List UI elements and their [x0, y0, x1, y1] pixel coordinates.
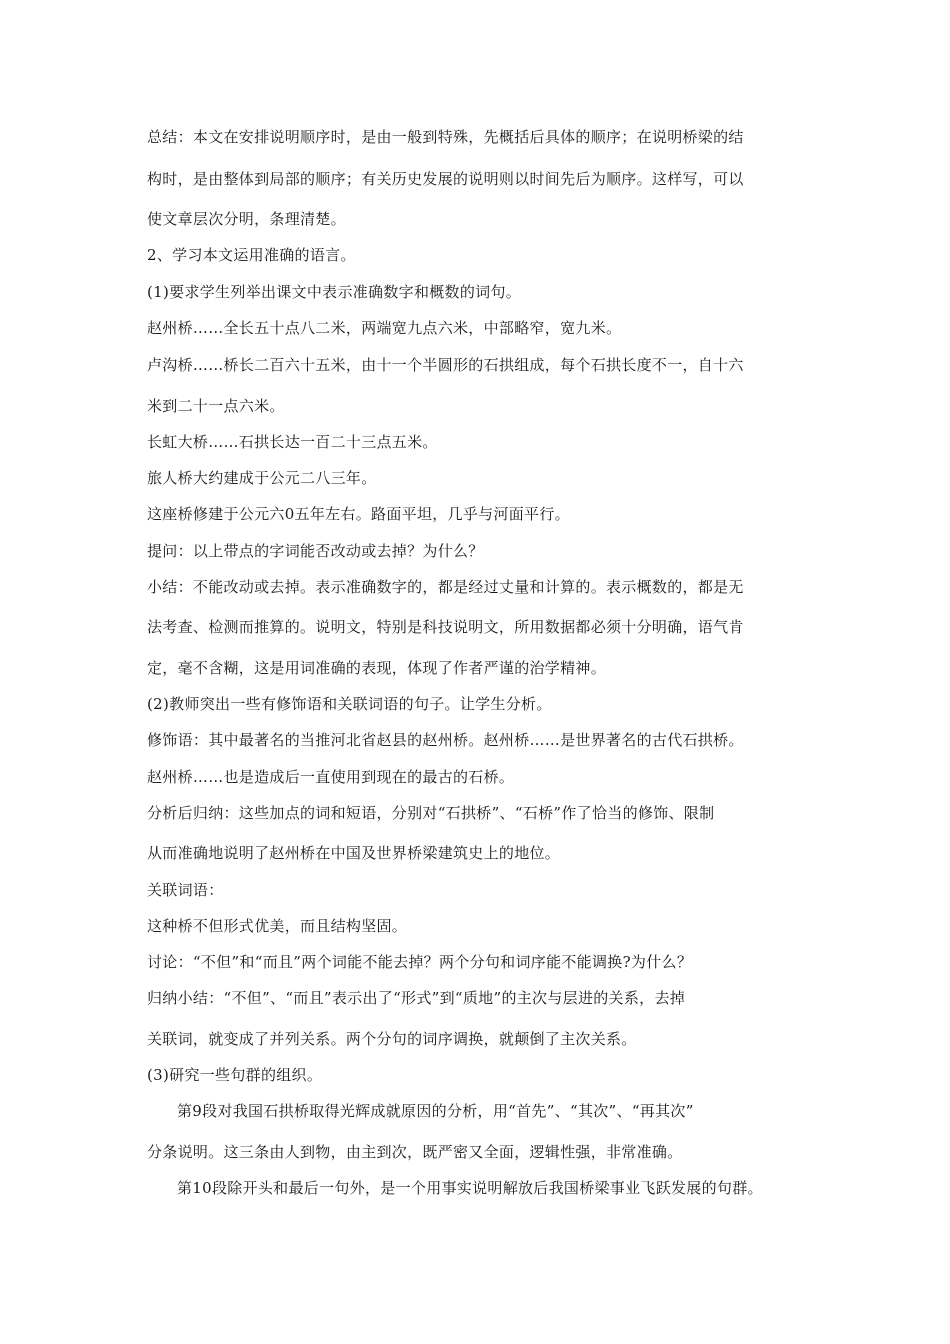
text-line: 定，毫不含糊，这是用词准确的表现，体现了作者严谨的治学精神。 [147, 659, 607, 677]
text-line: 归纳小结：“不但”、“而且”表示出了“形式”到“质地”的主次与层进的关系，去掉 [147, 989, 686, 1007]
text-line: 旅人桥大约建成于公元二八三年。 [147, 469, 377, 487]
text-line: 2、学习本文运用准确的语言。 [147, 246, 356, 264]
text-line: 使文章层次分明，条理清楚。 [147, 210, 346, 228]
text-line: (2)教师突出一些有修饰语和关联词语的句子。让学生分析。 [147, 695, 552, 713]
text-line: 构时，是由整体到局部的顺序；有关历史发展的说明则以时间先后为顺序。这样写，可以 [147, 170, 744, 188]
text-line: 讨论：“不但”和“而且”两个词能不能去掉？两个分句和词序能不能调换?为什么？ [147, 953, 693, 971]
text-line: (1)要求学生列举出课文中表示准确数字和概数的词句。 [147, 283, 522, 301]
text-line: 从而准确地说明了赵州桥在中国及世界桥梁建筑史上的地位。 [147, 844, 561, 862]
text-line: 第9段对我国石拱桥取得光辉成就原因的分析，用“首先”、“其次”、“再其次” [177, 1102, 694, 1120]
text-line: 这种桥不但形式优美，而且结构坚固。 [147, 917, 408, 935]
text-line: 米到二十一点六米。 [147, 397, 285, 415]
text-line: 长虹大桥……石拱长达一百二十三点五米。 [147, 433, 438, 451]
text-line: 卢沟桥……桥长二百六十五米，由十一个半圆形的石拱组成，每个石拱长度不一，自十六 [147, 356, 744, 374]
text-line: 赵州桥……也是造成后一直使用到现在的最古的石桥。 [147, 768, 515, 786]
text-line: 小结：不能改动或去掉。表示准确数字的，都是经过丈量和计算的。表示概数的，都是无 [147, 578, 744, 596]
text-line: 总结：本文在安排说明顺序时，是由一般到特殊，先概括后具体的顺序；在说明桥梁的结 [147, 128, 744, 146]
text-line: 第10段除开头和最后一句外，是一个用事实说明解放后我国桥梁事业飞跃发展的句群。 [177, 1179, 763, 1197]
text-line: 法考查、检测而推算的。说明文，特别是科技说明文，所用数据都必须十分明确，语气肯 [147, 618, 744, 636]
text-line: 赵州桥……全长五十点八二米，两端宽九点六米，中部略窄，宽九米。 [147, 319, 622, 337]
text-line: 分析后归纳：这些加点的词和短语，分别对“石拱桥”、“石桥”作了恰当的修饰、限制 [147, 804, 715, 822]
text-line: 修饰语：其中最著名的当推河北省赵县的赵州桥。赵州桥……是世界著名的古代石拱桥。 [147, 731, 744, 749]
text-line: 这座桥修建于公元六0五年左右。路面平坦，几乎与河面平行。 [147, 505, 570, 523]
text-line: 关联词，就变成了并列关系。两个分句的词序调换，就颠倒了主次关系。 [147, 1030, 637, 1048]
text-line: 提问：以上带点的字词能否改动或去掉？为什么？ [147, 542, 484, 560]
text-line: (3)研究一些句群的组织。 [147, 1066, 323, 1084]
text-line: 关联词语： [147, 881, 224, 899]
text-line: 分条说明。这三条由人到物，由主到次，既严密又全面，逻辑性强，非常准确。 [147, 1143, 683, 1161]
